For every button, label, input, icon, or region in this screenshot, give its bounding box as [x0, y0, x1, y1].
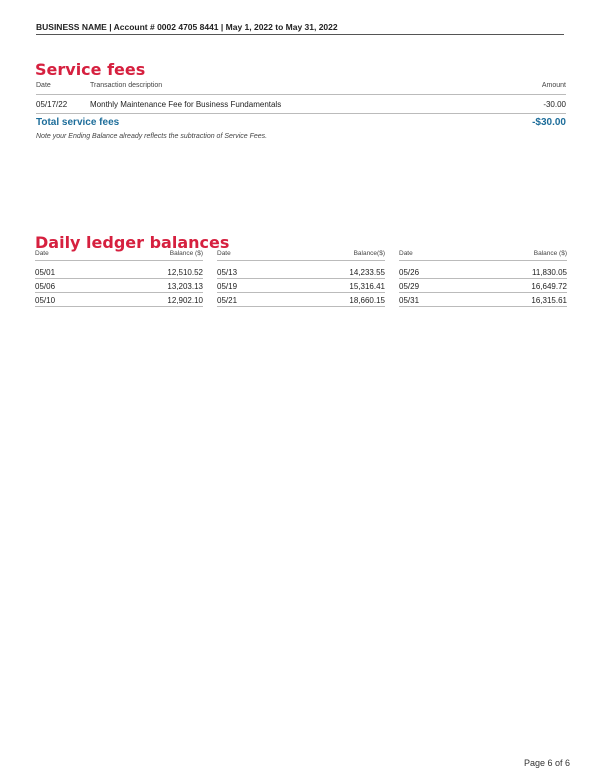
ledger-balance: 13,203.13: [167, 282, 203, 291]
ledger-col-balance: Balance ($): [533, 250, 567, 257]
col-amount: Amount: [541, 82, 566, 89]
ledger-date: 05/29: [399, 282, 420, 291]
ledger-balance: 12,510.52: [167, 268, 203, 277]
ledger-balance: 16,649.72: [531, 282, 567, 291]
ledger-balance: 15,316.41: [349, 282, 385, 291]
ledger-row: [35, 265, 203, 279]
fees-note: Note your Ending Balance already reflects the subtraction of Service Fees.: [36, 133, 268, 140]
ledger-date: 05/19: [217, 282, 238, 291]
ledger-header-row: [399, 248, 567, 261]
ledger-col-date: Date: [399, 250, 413, 257]
ledger-row: [217, 279, 385, 293]
col-date: Date: [36, 82, 51, 89]
service-fees-title: Service fees: [35, 60, 146, 79]
fee-date: 05/17/22: [36, 100, 68, 109]
ledger-col-balance: Balance ($): [169, 250, 203, 257]
ledger-date: 05/06: [35, 282, 56, 291]
fee-description: Monthly Maintenance Fee for Business Fundamentals: [90, 100, 282, 109]
ledger-balance: 14,233.55: [349, 268, 385, 277]
statement-header: BUSINESS NAME | Account # 0002 4705 8441 | May 1, 2022 to May 31, 2022: [36, 22, 564, 35]
total-label: Total service fees: [36, 117, 120, 128]
col-description: Transaction description: [90, 82, 163, 89]
ledger-date: 05/01: [35, 268, 56, 277]
ledger-header-row: [217, 248, 385, 261]
ledger-date: 05/26: [399, 268, 420, 277]
ledger-row: [399, 279, 567, 293]
ledger-date: 05/10: [35, 296, 56, 305]
ledger-title: Daily ledger balances: [35, 233, 230, 252]
total-row: [36, 113, 566, 130]
ledger-row: [217, 265, 385, 279]
ledger-balance: 12,902.10: [167, 296, 203, 305]
ledger-header-row: [35, 248, 203, 261]
ledger-col-balance: Balance($): [353, 250, 385, 257]
ledger-balance: 18,660.15: [349, 296, 385, 305]
fee-amount: -30.00: [543, 100, 566, 109]
ledger-row: [217, 293, 385, 307]
ledger-row: [399, 265, 567, 279]
ledger-balance: 11,830.05: [532, 268, 567, 277]
ledger-row: [399, 293, 567, 307]
total-value: -$30.00: [532, 117, 566, 128]
table-row: [36, 95, 566, 111]
ledger-date: 05/31: [399, 296, 420, 305]
ledger-column-3: [399, 248, 567, 307]
ledger-row: [35, 279, 203, 293]
ledger-col-date: Date: [217, 250, 231, 257]
ledger-column-1: [35, 248, 203, 307]
ledger-date: 05/13: [217, 268, 238, 277]
service-fees-header-row: [36, 82, 566, 94]
ledger-row: [35, 293, 203, 307]
ledger-balance: 16,315.61: [531, 296, 567, 305]
ledger-column-2: [217, 248, 385, 307]
service-fees-table: [36, 82, 566, 140]
ledger-date: 05/21: [217, 296, 238, 305]
ledger-col-date: Date: [35, 250, 49, 257]
page-number: Page 6 of 6: [523, 758, 570, 768]
